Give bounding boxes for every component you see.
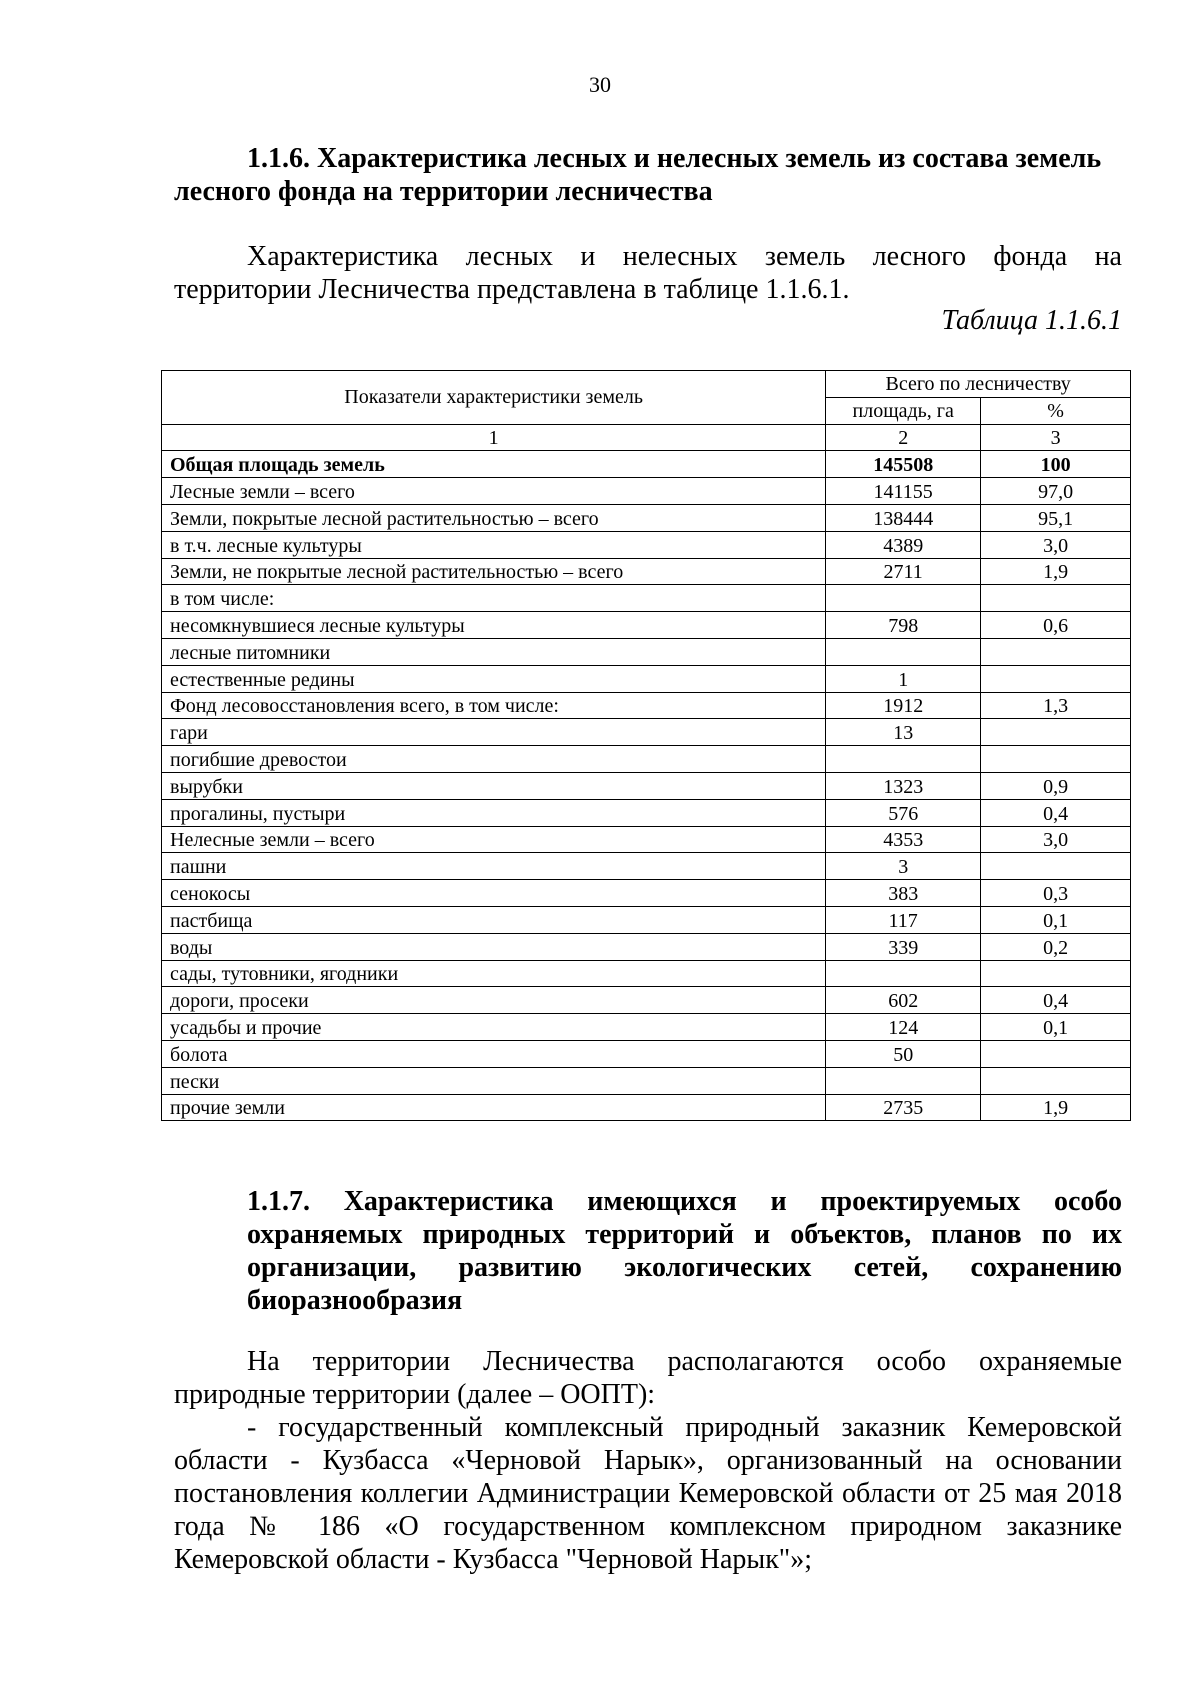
table-row	[162, 719, 1131, 746]
row-label: Лесные земли – всего	[162, 478, 826, 505]
row-label: лесные питомники	[162, 638, 826, 665]
row-area-value: 798	[826, 612, 981, 639]
table-row	[162, 558, 1131, 585]
table-row	[162, 853, 1131, 880]
row-label: вырубки	[162, 772, 826, 799]
row-label: прочие земли	[162, 1094, 826, 1121]
row-label: болота	[162, 1040, 826, 1067]
row-label: усадьбы и прочие	[162, 1014, 826, 1041]
row-percent-value	[981, 853, 1131, 880]
table-row	[162, 1014, 1131, 1041]
row-area-value: 1912	[826, 692, 981, 719]
row-area-value: 145508	[826, 451, 981, 478]
table-row	[162, 638, 1131, 665]
row-area-value	[826, 1067, 981, 1094]
row-percent-value: 0,4	[981, 987, 1131, 1014]
row-label: дороги, просеки	[162, 987, 826, 1014]
row-area-value	[826, 960, 981, 987]
table-row	[162, 478, 1131, 505]
row-percent-value	[981, 665, 1131, 692]
row-label: в т.ч. лесные культуры	[162, 531, 826, 558]
table-row	[162, 504, 1131, 531]
row-label: Общая площадь земель	[162, 451, 826, 478]
row-percent-value: 0,3	[981, 880, 1131, 907]
oopt-intro-paragraph: На территории Лесничества располагаются особо охраняемые природные территории (далее – ООПТ):	[174, 1346, 1122, 1410]
row-percent-value: 0,9	[981, 772, 1131, 799]
row-area-value: 339	[826, 933, 981, 960]
row-area-value: 141155	[826, 478, 981, 505]
row-label: Нелесные земли – всего	[162, 826, 826, 853]
row-label: в том числе:	[162, 585, 826, 612]
row-percent-value: 0,4	[981, 799, 1131, 826]
table-row	[162, 987, 1131, 1014]
row-label: гари	[162, 719, 826, 746]
row-area-value	[826, 638, 981, 665]
row-percent-value: 0,6	[981, 612, 1131, 639]
table-row	[162, 960, 1131, 987]
row-label: Земли, не покрытые лесной растительностью – всего	[162, 558, 826, 585]
table-row	[162, 1067, 1131, 1094]
column-number-2: 2	[826, 424, 981, 451]
table-row	[162, 746, 1131, 773]
row-label: Земли, покрытые лесной растительностью – всего	[162, 504, 826, 531]
row-area-value: 13	[826, 719, 981, 746]
section-heading-line-2: лесного фонда на территории лесничества	[174, 176, 713, 207]
row-percent-value	[981, 585, 1131, 612]
row-percent-value	[981, 638, 1131, 665]
row-label: пески	[162, 1067, 826, 1094]
table-row	[162, 531, 1131, 558]
table-column-numbers-row	[162, 424, 1131, 451]
table-row	[162, 933, 1131, 960]
table-header-row-1	[162, 371, 1131, 398]
row-percent-value	[981, 1067, 1131, 1094]
row-area-value: 4353	[826, 826, 981, 853]
section-heading-1-1-6	[174, 142, 1122, 208]
table-row	[162, 826, 1131, 853]
section-heading-line-1: 1.1.6. Характеристика лесных и нелесных земель из состава земель	[247, 143, 1102, 174]
row-area-value: 124	[826, 1014, 981, 1041]
row-percent-value	[981, 746, 1131, 773]
row-area-value: 2735	[826, 1094, 981, 1121]
row-percent-value: 95,1	[981, 504, 1131, 531]
row-area-value: 1323	[826, 772, 981, 799]
table-row	[162, 799, 1131, 826]
row-percent-value: 0,1	[981, 1014, 1131, 1041]
row-percent-value: 100	[981, 451, 1131, 478]
row-percent-value: 0,2	[981, 933, 1131, 960]
row-area-value	[826, 585, 981, 612]
intro-paragraph: Характеристика лесных и нелесных земель лесного фонда на территории Лесничества представлена в таблице 1.1.6.1.	[174, 241, 1122, 305]
table-row	[162, 1094, 1131, 1121]
row-label: сенокосы	[162, 880, 826, 907]
row-area-value: 117	[826, 906, 981, 933]
oopt-zakaznik-paragraph: - государственный комплексный природный заказник Кемеровской области - Кузбасса «Черновой Нарык», организованный на основании постановления коллегии Администрации Кемеровской области от 25 мая 2018 года № 186 «О государственном комплексном природном заказнике Кемеровской области - Кузбасса "Черновой Нарык"»;	[174, 1412, 1122, 1575]
column-number-3: 3	[981, 424, 1131, 451]
table-row	[162, 665, 1131, 692]
row-percent-value	[981, 1040, 1131, 1067]
row-label: несомкнувшиеся лесные культуры	[162, 612, 826, 639]
row-area-value: 50	[826, 1040, 981, 1067]
header-percent: %	[981, 397, 1131, 424]
header-group-total: Всего по лесничеству	[826, 371, 1131, 398]
table-row	[162, 451, 1131, 478]
table-row	[162, 612, 1131, 639]
row-label: пастбища	[162, 906, 826, 933]
table-caption: Таблица 1.1.6.1	[941, 305, 1122, 336]
row-percent-value: 3,0	[981, 531, 1131, 558]
row-percent-value: 3,0	[981, 826, 1131, 853]
row-label: погибшие древостои	[162, 746, 826, 773]
row-percent-value: 1,9	[981, 1094, 1131, 1121]
row-area-value: 1	[826, 665, 981, 692]
section-heading-1-1-7	[174, 1185, 1122, 1317]
table-row	[162, 906, 1131, 933]
header-indicator: Показатели характеристики земель	[162, 371, 826, 425]
page-number: 30	[589, 72, 611, 97]
row-label: воды	[162, 933, 826, 960]
row-area-value: 2711	[826, 558, 981, 585]
row-label: пашни	[162, 853, 826, 880]
column-number-1: 1	[162, 424, 826, 451]
table-row	[162, 772, 1131, 799]
row-area-value: 138444	[826, 504, 981, 531]
row-area-value: 4389	[826, 531, 981, 558]
row-percent-value: 0,1	[981, 906, 1131, 933]
row-label: сады, тутовники, ягодники	[162, 960, 826, 987]
land-characteristics-table	[161, 370, 1131, 1121]
row-label: Фонд лесовосстановления всего, в том числе:	[162, 692, 826, 719]
row-label: естественные редины	[162, 665, 826, 692]
row-percent-value: 97,0	[981, 478, 1131, 505]
table-row	[162, 692, 1131, 719]
table-row	[162, 1040, 1131, 1067]
row-percent-value: 1,9	[981, 558, 1131, 585]
row-area-value: 3	[826, 853, 981, 880]
row-label: прогалины, пустыри	[162, 799, 826, 826]
row-percent-value: 1,3	[981, 692, 1131, 719]
row-percent-value	[981, 719, 1131, 746]
row-area-value: 383	[826, 880, 981, 907]
table-row	[162, 880, 1131, 907]
row-percent-value	[981, 960, 1131, 987]
row-area-value	[826, 746, 981, 773]
header-area: площадь, га	[826, 397, 981, 424]
oopt-paragraphs	[174, 1345, 1122, 1576]
row-area-value: 602	[826, 987, 981, 1014]
section-heading-text: 1.1.7. Характеристика имеющихся и проектируемых особо охраняемых природных территорий и объектов, планов по их организации, развитию экологических сетей, сохранению биоразнообразия	[247, 1186, 1122, 1316]
table-row	[162, 585, 1131, 612]
row-area-value: 576	[826, 799, 981, 826]
